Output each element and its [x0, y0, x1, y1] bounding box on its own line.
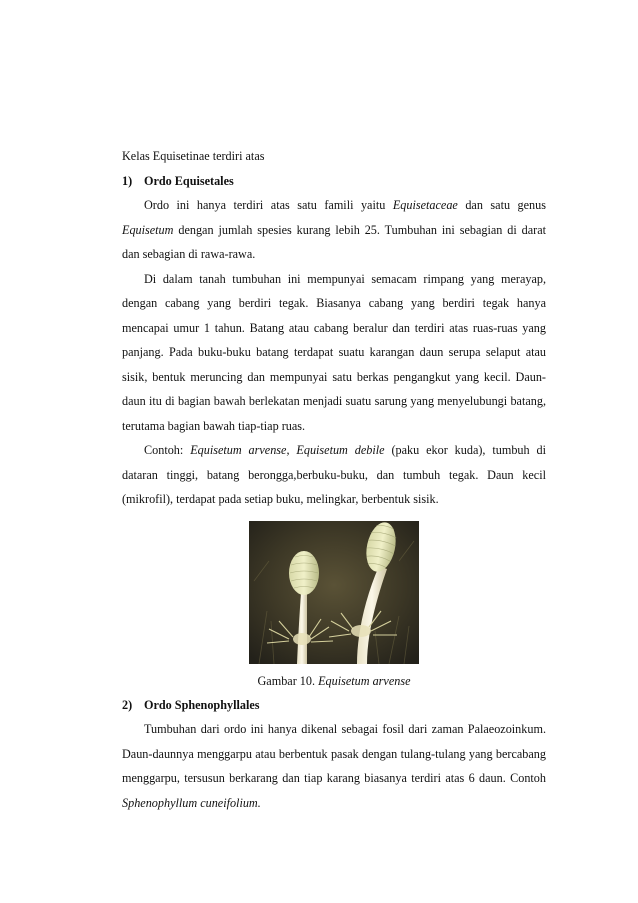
text-run: Contoh:: [144, 443, 191, 457]
caption-species: Equisetum arvense: [318, 673, 411, 688]
intro-line: Kelas Equisetinae terdiri atas: [122, 149, 265, 163]
section-number: 2): [122, 697, 133, 712]
equisetum-photo: [249, 521, 419, 664]
figure-equisetum-arvense: [122, 521, 546, 693]
text-run: Ordo ini hanya terdiri atas satu famili yaitu: [144, 198, 393, 212]
paragraph-sphenophyllales: [122, 717, 546, 815]
text-run: dan satu genus: [457, 198, 546, 212]
text-run: dengan jumlah spesies kurang lebih 25. Tumbuhan ini sebagian di darat dan sebagian di rawa-rawa.: [122, 222, 546, 261]
italic-species-names: Equisetum arvense, Equisetum debile: [190, 443, 385, 457]
text-run: Tumbuhan dari ordo ini hanya dikenal sebagai fosil dari zaman Palaeozoinkum. Daun-daunnya menggarpu atau berbentuk pasak dengan tulang-tulang yang bercabang menggarpu, tersusun berkarang dan tiap karang biasanya terdiri atas 6 daun. Contoh: [122, 722, 546, 785]
section-heading-equisetales: [122, 169, 546, 194]
section-title: Ordo Equisetales: [144, 173, 234, 188]
section-number: 1): [122, 173, 133, 188]
page-content: [122, 144, 546, 815]
paragraph-equisetales-example: [122, 438, 546, 512]
italic-species-name: Sphenophyllum cuneifolium.: [122, 795, 261, 810]
paragraph-equisetales-intro: [122, 193, 546, 267]
italic-genus-name: Equisetum: [122, 222, 174, 237]
italic-family-name: Equisetaceae: [392, 198, 458, 212]
figure-caption: [122, 669, 546, 693]
caption-label: Gambar 10.: [257, 673, 319, 688]
section-heading-sphenophyllales: [122, 693, 546, 718]
paragraph-equisetales-description: Di dalam tanah tumbuhan ini mempunyai semacam rimpang yang merayap, dengan cabang yang berdiri tegak. Biasanya cabang yang berdiri tegak hanya mencapai umur 1 tahun. Batang atau cabang beralur dan terdiri atas ruas-ruas yang panjang. Pada buku-buku batang terdapat suatu karangan daun serupa selaput atau sisik, bentuk meruncing dan mempunyai satu berkas pengangkut yang kecil. Daun-daun itu di bagian bawah berlekatan menjadi suatu sarung yang menyelubungi batang, terutama bagian bawah tiap-tiap ruas.: [122, 271, 546, 433]
text-run: (paku ekor kuda), tumbuh di dataran tinggi, batang berongga,berbuku-buku, dan tumbuh tegak. Daun kecil (mikrofil), terdapat pada setiap buku, melingkar, berbentuk sisik.: [122, 443, 546, 506]
section-title: Ordo Sphenophyllales: [144, 697, 260, 712]
